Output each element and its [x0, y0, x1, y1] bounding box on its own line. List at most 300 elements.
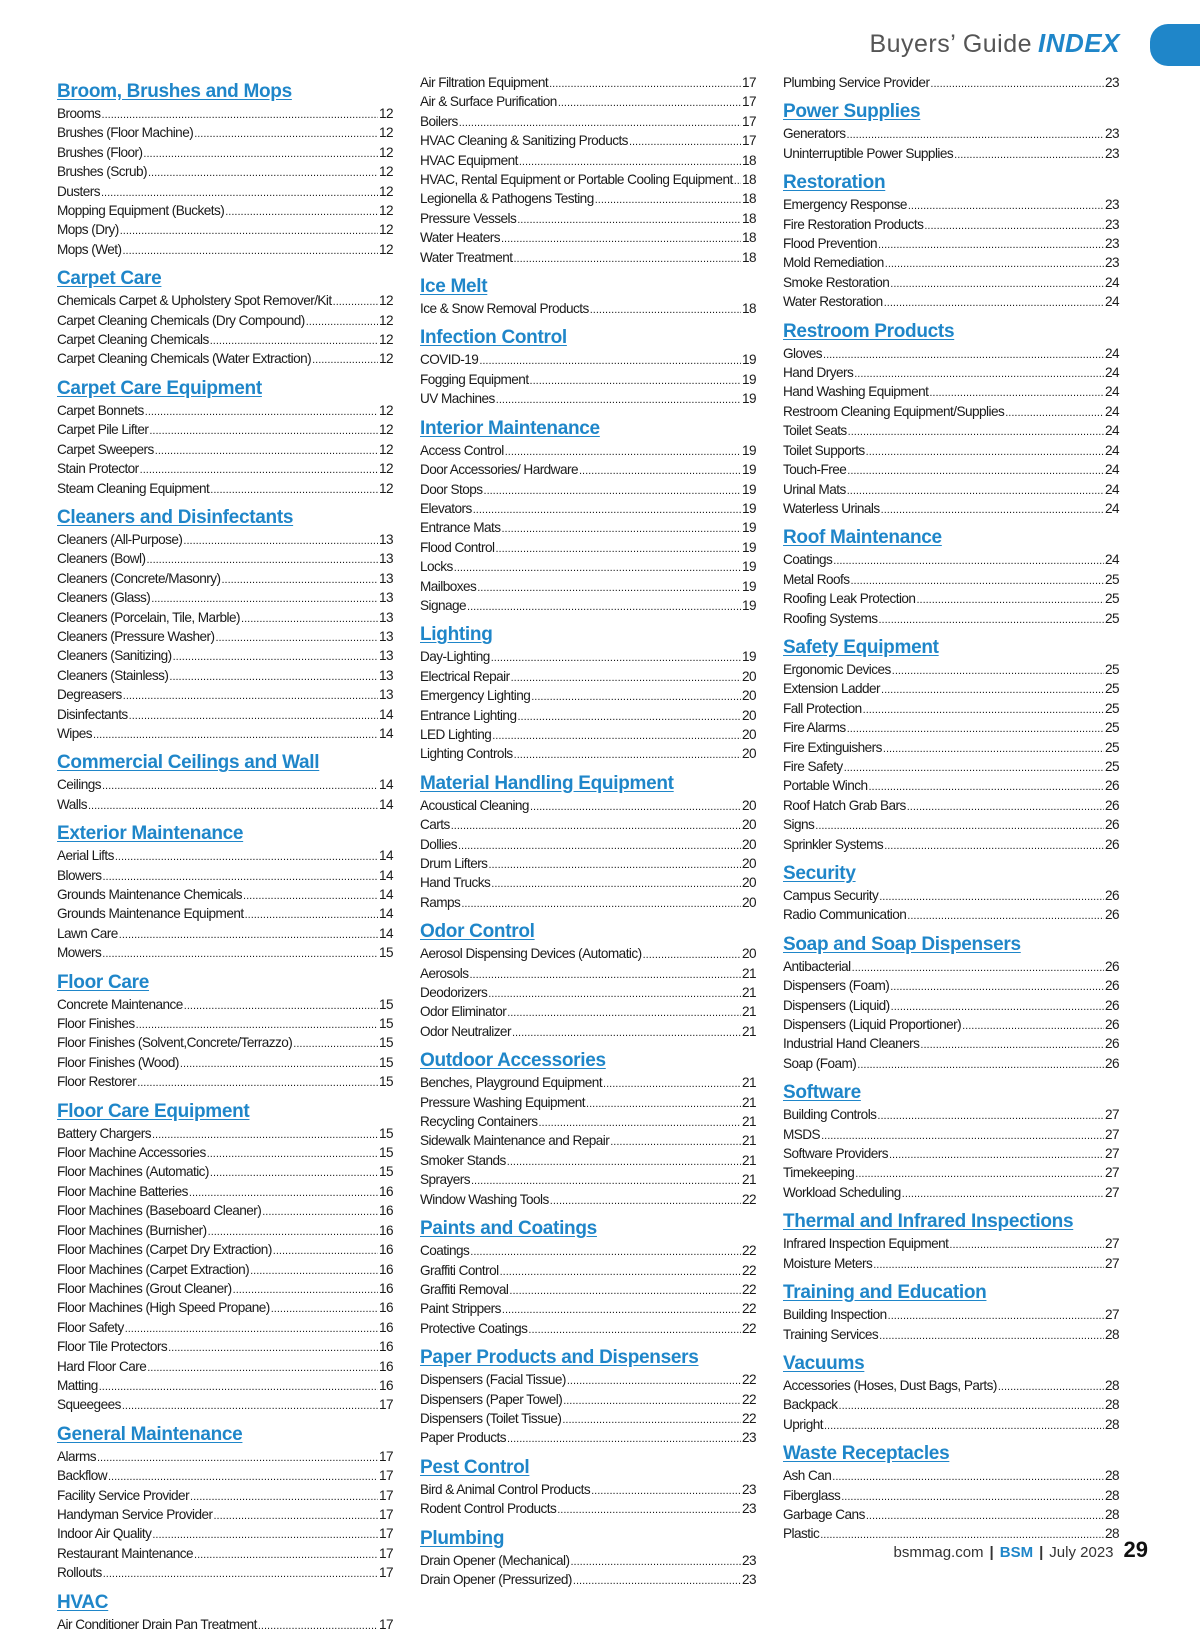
- entry-page-number: 12: [378, 203, 393, 219]
- index-entry: [57, 1073, 393, 1092]
- dot-leader: [847, 719, 1104, 738]
- index-entry: [420, 597, 756, 616]
- entry-label: Sprayers: [420, 1172, 470, 1188]
- entry-label: Generators: [783, 126, 846, 142]
- dot-leader: [549, 74, 741, 93]
- dot-leader: [454, 558, 741, 577]
- entry-label: Floor Machines (Baseboard Cleaner): [57, 1203, 262, 1219]
- section-title: Infection Control: [420, 327, 567, 349]
- index-entry: [783, 125, 1119, 144]
- index-entry: [57, 847, 393, 866]
- entry-label: Dispensers (Foam): [783, 978, 890, 994]
- dot-leader: [491, 874, 741, 893]
- dot-leader: [93, 725, 378, 744]
- entry-page-number: 20: [741, 688, 756, 704]
- dot-leader: [507, 1152, 741, 1171]
- dot-leader: [147, 1358, 378, 1377]
- dot-leader: [530, 371, 741, 390]
- dot-leader: [496, 390, 741, 409]
- entry-page-number: 12: [378, 312, 393, 328]
- index-entry: [420, 1371, 756, 1390]
- entry-label: Floor Machines (High Speed Propane): [57, 1300, 270, 1316]
- entry-label: Water Treatment: [420, 249, 513, 265]
- index-entry: [420, 797, 756, 816]
- index-entry: [783, 1506, 1119, 1525]
- entry-label: Sidewalk Maintenance and Repair: [420, 1133, 610, 1149]
- entry-label: Window Washing Tools: [420, 1191, 549, 1207]
- entry-label: Cleaners (Glass): [57, 590, 151, 606]
- entry-label: Software Providers: [783, 1146, 888, 1162]
- entry-label: Brushes (Scrub): [57, 164, 147, 180]
- index-entry: [57, 1261, 393, 1280]
- entry-label: Air Filtration Equipment: [420, 75, 549, 90]
- entry-page-number: 20: [741, 856, 756, 871]
- index-entry: [57, 1054, 393, 1073]
- dot-leader: [221, 570, 378, 589]
- entry-page-number: 23: [741, 1430, 756, 1446]
- entry-label: Garbage Cans: [783, 1506, 865, 1522]
- index-entry: [57, 221, 393, 240]
- entry-label: Flood Prevention: [783, 236, 877, 252]
- index-entry: [420, 945, 756, 964]
- dot-leader: [907, 906, 1104, 925]
- index-section: [57, 751, 393, 815]
- dot-leader: [502, 519, 741, 538]
- entry-page-number: 16: [378, 1183, 393, 1199]
- entry-label: Dispensers (Liquid): [783, 997, 890, 1013]
- index-section: [420, 1217, 756, 1339]
- entry-label: Steam Cleaning Equipment: [57, 480, 210, 496]
- index-entry: [420, 668, 756, 687]
- index-entry: [57, 1034, 393, 1053]
- entry-label: Backpack: [783, 1397, 838, 1413]
- dot-leader: [500, 1262, 741, 1281]
- index-column-1: [57, 80, 393, 1642]
- dot-leader: [477, 578, 741, 597]
- entry-label: LED Lighting: [420, 726, 492, 742]
- dot-leader: [884, 293, 1104, 312]
- entry-page-number: 25: [1104, 571, 1119, 587]
- header-tab-decoration: [1150, 24, 1200, 66]
- index-entry: [783, 442, 1119, 461]
- index-section: [783, 320, 1119, 520]
- dot-leader: [514, 745, 741, 764]
- index-entry: [420, 190, 756, 209]
- entry-label: Toilet Supports: [783, 442, 865, 458]
- entry-page-number: 21: [741, 1152, 756, 1168]
- index-entry: [783, 551, 1119, 570]
- index-entry: [420, 442, 756, 461]
- dot-leader: [495, 539, 741, 558]
- entry-page-number: 16: [378, 1319, 393, 1335]
- entry-page-number: 22: [741, 1372, 756, 1388]
- index-entry: [57, 1183, 393, 1202]
- entry-page-number: 20: [741, 797, 756, 813]
- dot-leader: [88, 796, 378, 815]
- index-entry: [420, 1152, 756, 1171]
- entry-label: Soap (Foam): [783, 1055, 857, 1071]
- index-entry: [57, 925, 393, 944]
- entry-page-number: 17: [378, 1487, 393, 1503]
- index-section: [783, 862, 1119, 926]
- entry-label: Blowers: [57, 867, 102, 883]
- entry-page-number: 15: [378, 1125, 393, 1141]
- section-title: Carpet Care Equipment: [57, 377, 262, 399]
- entry-label: Ceilings: [57, 777, 101, 793]
- entry-label: Grounds Maintenance Equipment: [57, 906, 244, 922]
- entry-page-number: 28: [1104, 1487, 1119, 1503]
- entry-page-number: 21: [741, 1075, 756, 1091]
- footer-page-number: 29: [1123, 1537, 1148, 1562]
- entry-page-number: 19: [741, 371, 756, 387]
- dot-leader: [832, 1467, 1104, 1486]
- index-entry: [783, 216, 1119, 235]
- index-column-2: [420, 74, 756, 1597]
- entry-label: Flood Control: [420, 539, 495, 555]
- dot-leader: [152, 1125, 378, 1144]
- entry-page-number: 26: [1104, 778, 1119, 794]
- entry-page-number: 22: [741, 1320, 756, 1336]
- dot-leader: [169, 667, 378, 686]
- entry-page-number: 20: [741, 707, 756, 723]
- entry-page-number: 18: [741, 301, 756, 317]
- section-title: Thermal and Infrared Inspections: [783, 1211, 1074, 1233]
- entry-page-number: 27: [1104, 1184, 1119, 1200]
- entry-page-number: 17: [378, 1397, 393, 1413]
- dot-leader: [891, 997, 1104, 1016]
- entry-label: Drain Opener (Mechanical): [420, 1552, 570, 1568]
- dot-leader: [273, 1241, 378, 1260]
- entry-page-number: 27: [1104, 1107, 1119, 1123]
- index-entry: [783, 1416, 1119, 1435]
- dot-leader: [734, 171, 741, 190]
- index-entry: [420, 1113, 756, 1132]
- index-entry: [57, 163, 393, 182]
- entry-page-number: 12: [378, 422, 393, 438]
- entry-page-number: 20: [741, 746, 756, 762]
- entry-label: Fire Alarms: [783, 720, 846, 736]
- dot-leader: [573, 1571, 741, 1590]
- index-entry: [420, 874, 756, 893]
- entry-label: Door Accessories/ Hardware: [420, 462, 578, 478]
- dot-leader: [852, 958, 1104, 977]
- entry-page-number: 13: [378, 687, 393, 703]
- index-entry: [420, 1281, 756, 1300]
- entry-page-number: 16: [378, 1222, 393, 1238]
- entry-page-number: 23: [741, 1481, 756, 1497]
- index-entry: [783, 196, 1119, 215]
- entry-page-number: 16: [378, 1242, 393, 1258]
- entry-page-number: 22: [741, 1262, 756, 1278]
- entry-page-number: 22: [741, 1281, 756, 1297]
- dot-leader: [890, 977, 1104, 996]
- entry-label: Locks: [420, 559, 453, 575]
- entry-label: Floor Finishes (Solvent,Concrete/Terrazzo): [57, 1035, 293, 1051]
- entry-page-number: 13: [378, 551, 393, 567]
- entry-label: Floor Machine Accessories: [57, 1145, 206, 1161]
- index-entry: [783, 977, 1119, 996]
- entry-page-number: 17: [741, 75, 756, 90]
- entry-page-number: 12: [378, 293, 393, 309]
- entry-page-number: 13: [378, 609, 393, 625]
- dot-leader: [879, 887, 1104, 906]
- entry-page-number: 23: [1104, 145, 1119, 161]
- entry-label: Dispensers (Paper Towel): [420, 1391, 563, 1407]
- entry-page-number: 24: [1104, 345, 1119, 361]
- dot-leader: [194, 1545, 378, 1564]
- entry-label: Hand Trucks: [420, 875, 491, 891]
- entry-label: Restaurant Maintenance: [57, 1545, 194, 1561]
- entry-page-number: 28: [1104, 1397, 1119, 1413]
- entry-label: Workload Scheduling: [783, 1184, 901, 1200]
- dot-leader: [293, 1034, 378, 1053]
- section-title: Roof Maintenance: [783, 527, 942, 549]
- section-title: Carpet Care: [57, 268, 162, 290]
- entry-page-number: 16: [378, 1261, 393, 1277]
- index-section: [783, 1442, 1119, 1545]
- entry-label: Smoke Restoration: [783, 274, 890, 290]
- dot-leader: [145, 402, 378, 421]
- entry-label: Moisture Meters: [783, 1255, 873, 1271]
- index-entry: [420, 371, 756, 390]
- entry-label: Urinal Mats: [783, 481, 846, 497]
- entry-page-number: 25: [1104, 700, 1119, 716]
- index-entry: [57, 1319, 393, 1338]
- entry-page-number: 14: [378, 848, 393, 864]
- entry-label: Hand Washing Equipment: [783, 384, 929, 400]
- entry-label: Stain Protector: [57, 461, 139, 477]
- dot-leader: [189, 1183, 378, 1202]
- entry-label: Aerosols: [420, 965, 469, 981]
- dot-leader: [610, 1132, 741, 1151]
- index-entry: [57, 312, 393, 331]
- dot-leader: [889, 1145, 1104, 1164]
- index-section: [783, 74, 1119, 93]
- entry-label: UV Machines: [420, 391, 495, 407]
- index-entry: [783, 758, 1119, 777]
- index-entry: [783, 383, 1119, 402]
- entry-page-number: 18: [741, 191, 756, 207]
- section-title: Exterior Maintenance: [57, 823, 244, 845]
- entry-page-number: 14: [378, 867, 393, 883]
- section-title: Odor Control: [420, 921, 535, 943]
- dot-leader: [884, 836, 1104, 855]
- section-title: Soap and Soap Dispensers: [783, 933, 1021, 955]
- entry-label: Dispensers (Toilet Tissue): [420, 1410, 562, 1426]
- entry-page-number: 17: [378, 1468, 393, 1484]
- index-entry: [783, 958, 1119, 977]
- entry-page-number: 19: [741, 500, 756, 516]
- index-entry: [57, 441, 393, 460]
- dot-leader: [881, 500, 1104, 519]
- entry-page-number: 21: [741, 1114, 756, 1130]
- entry-page-number: 19: [741, 597, 756, 613]
- entry-page-number: 21: [741, 1004, 756, 1020]
- dot-leader: [591, 1481, 741, 1500]
- dot-leader: [821, 1126, 1104, 1145]
- entry-label: Water Heaters: [420, 230, 500, 246]
- section-title: Paper Products and Dispensers: [420, 1347, 699, 1369]
- dot-leader: [579, 461, 741, 480]
- index-entry: [420, 1023, 756, 1042]
- index-entry: [420, 1481, 756, 1500]
- dot-leader: [517, 707, 741, 726]
- entry-page-number: 13: [378, 531, 393, 547]
- entry-label: Hand Dryers: [783, 365, 854, 381]
- entry-page-number: 23: [741, 1501, 756, 1517]
- dot-leader: [823, 345, 1104, 364]
- index-entry: [783, 403, 1119, 422]
- entry-page-number: 26: [1104, 978, 1119, 994]
- entry-label: Floor Machines (Grout Cleaner): [57, 1280, 232, 1296]
- dot-leader: [857, 1055, 1104, 1074]
- entry-page-number: 20: [741, 894, 756, 910]
- dot-leader: [149, 421, 378, 440]
- index-entry: [783, 1467, 1119, 1486]
- dot-leader: [512, 1023, 741, 1042]
- dot-leader: [122, 1396, 378, 1415]
- entry-page-number: 26: [1104, 1055, 1119, 1071]
- dot-leader: [123, 241, 378, 260]
- index-entry: [420, 229, 756, 248]
- entry-label: Protective Coatings: [420, 1320, 528, 1336]
- entry-page-number: 25: [1104, 758, 1119, 774]
- dot-leader: [125, 1319, 378, 1338]
- index-entry: [420, 1500, 756, 1519]
- entry-label: Concrete Maintenance: [57, 996, 183, 1012]
- dot-leader: [557, 1500, 741, 1519]
- entry-label: Ice & Snow Removal Products: [420, 301, 589, 317]
- dot-leader: [459, 113, 741, 132]
- index-entry: [783, 364, 1119, 383]
- entry-page-number: 20: [741, 875, 756, 891]
- section-title: Material Handling Equipment: [420, 772, 674, 794]
- header-title-index: INDEX: [1038, 28, 1120, 58]
- dot-leader: [562, 1410, 741, 1429]
- entry-label: Rodent Control Products: [420, 1501, 557, 1517]
- entry-page-number: 12: [378, 144, 393, 160]
- dot-leader: [168, 1338, 378, 1357]
- dot-leader: [847, 125, 1104, 144]
- entry-page-number: 13: [378, 628, 393, 644]
- section-title: Training and Education: [783, 1282, 987, 1304]
- entry-page-number: 12: [378, 164, 393, 180]
- entry-page-number: 16: [378, 1377, 393, 1393]
- index-column-3: [783, 74, 1119, 1552]
- entry-page-number: 14: [378, 887, 393, 902]
- entry-label: Paper Products: [420, 1430, 506, 1446]
- entry-label: Water Restoration: [783, 294, 883, 310]
- index-entry: [783, 74, 1119, 93]
- index-entry: [420, 687, 756, 706]
- entry-page-number: 24: [1104, 552, 1119, 568]
- index-entry: [420, 1074, 756, 1093]
- entry-page-number: 26: [1104, 836, 1119, 852]
- entry-label: Carpet Pile Lifter: [57, 422, 149, 438]
- dot-leader: [949, 1235, 1104, 1254]
- entry-page-number: 14: [378, 725, 393, 741]
- dot-leader: [924, 216, 1104, 235]
- index-entry: [57, 996, 393, 1015]
- dot-leader: [184, 996, 378, 1015]
- dot-leader: [458, 836, 741, 855]
- dot-leader: [258, 1616, 378, 1635]
- entry-label: Pressure Washing Equipment: [420, 1094, 586, 1110]
- dot-leader: [108, 1467, 378, 1486]
- entry-label: Mold Remediation: [783, 255, 884, 271]
- dot-leader: [501, 229, 741, 248]
- index-entry: [57, 1144, 393, 1163]
- entry-label: Campus Security: [783, 888, 879, 903]
- index-entry: [57, 350, 393, 369]
- index-entry: [57, 609, 393, 628]
- index-entry: [783, 1106, 1119, 1125]
- footer-separator: |: [989, 1544, 994, 1561]
- entry-page-number: 26: [1104, 1017, 1119, 1033]
- entry-label: Indoor Air Quality: [57, 1526, 152, 1542]
- index-entry: [57, 1015, 393, 1034]
- dot-leader: [271, 1299, 378, 1318]
- entry-page-number: 26: [1104, 817, 1119, 833]
- index-entry: [57, 944, 393, 963]
- entry-label: Floor Safety: [57, 1319, 124, 1335]
- index-section: [783, 171, 1119, 312]
- index-entry: [420, 1552, 756, 1571]
- index-entry: [783, 235, 1119, 254]
- index-entry: [57, 331, 393, 350]
- dot-leader: [570, 1552, 741, 1571]
- entry-page-number: 12: [378, 106, 393, 121]
- entry-page-number: 25: [1104, 681, 1119, 697]
- entry-label: Deodorizers: [420, 985, 488, 1001]
- entry-label: Floor Finishes: [57, 1016, 135, 1032]
- dot-leader: [855, 1164, 1104, 1183]
- entry-label: Entrance Lighting: [420, 707, 517, 723]
- entry-label: Roofing Systems: [783, 610, 878, 626]
- index-section: [783, 1081, 1119, 1203]
- index-entry: [420, 726, 756, 745]
- index-entry: [783, 274, 1119, 293]
- index-entry: [57, 144, 393, 163]
- index-entry: [783, 1126, 1119, 1145]
- index-entry: [57, 292, 393, 311]
- dot-leader: [215, 628, 378, 647]
- entry-label: Walls: [57, 796, 87, 812]
- entry-label: Pressure Vessels: [420, 210, 517, 226]
- index-entry: [420, 132, 756, 151]
- dot-leader: [567, 1371, 741, 1390]
- entry-label: Roof Hatch Grab Bars: [783, 797, 906, 813]
- dot-leader: [194, 124, 378, 143]
- entry-page-number: 12: [378, 183, 393, 199]
- entry-label: Handyman Service Provider: [57, 1506, 213, 1522]
- dot-leader: [214, 1506, 378, 1525]
- index-entry: [420, 1003, 756, 1022]
- entry-label: Fire Restoration Products: [783, 216, 924, 232]
- dot-leader: [99, 1377, 378, 1396]
- entry-label: Mailboxes: [420, 578, 477, 594]
- index-section: [420, 1049, 756, 1210]
- entry-label: HVAC Cleaning & Sanitizing Products: [420, 133, 628, 149]
- entry-page-number: 22: [741, 1301, 756, 1317]
- entry-label: Waterless Urinals: [783, 500, 880, 516]
- dot-leader: [519, 152, 741, 171]
- index-entry: [783, 145, 1119, 164]
- index-entry: [783, 345, 1119, 364]
- dot-leader: [143, 144, 378, 163]
- entry-label: Emergency Response: [783, 197, 907, 213]
- entry-label: Dusters: [57, 183, 100, 199]
